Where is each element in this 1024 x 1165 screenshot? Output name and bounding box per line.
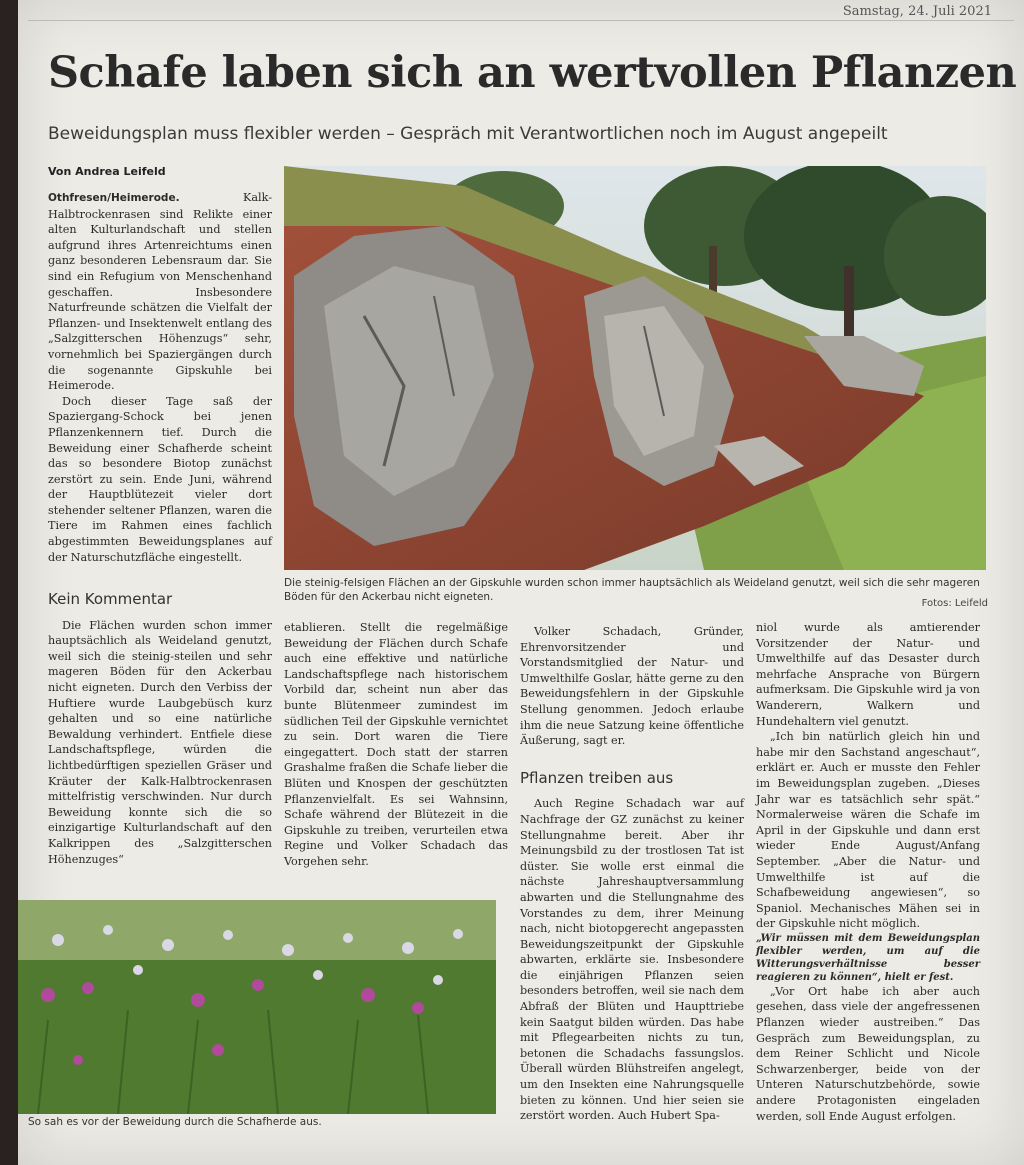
column-4 xyxy=(756,620,980,1124)
small-photo-flower-meadow xyxy=(18,900,496,1114)
main-photo-caption: Die steinig-felsigen Flächen an der Gipskuhle wurden schon immer hauptsächlich als Weideland genutzt, weil sich die sehr mageren Böden für den Ackerbau nicht eigneten. xyxy=(284,577,980,603)
small-photo-caption: So sah es vor der Beweidung durch die Schafherde aus. xyxy=(28,1116,322,1128)
dateline: Samstag, 24. Juli 2021 xyxy=(842,4,992,19)
place-name: Othfresen/Heimerode. xyxy=(48,192,180,204)
column-1-paragraph: Die Flächen wurden schon immer hauptsächlich als Weideland genutzt, weil sich die steinig-steilen und sehr mageren Böden für den Ackerbau nicht eigneten. Durch den Verbiss der Huftiere wurde Laubgebüsch kurz gehalten und so eine natürliche Bewaldung verhindert. Entfiele diese Landschaftspflege, würden die lichtbedürftigen speziellen Gräser und Kräuter der Kalk-Halbtrockenrasen mittelfristig verschwinden. Nur durch Beweidung konnte sich die so einzigartige Kulturlandschaft auf den Kalkrippen des „Salzgitterschen Höhenzuges“ xyxy=(48,618,272,866)
headline: Schafe laben sich an wertvollen Pflanzen xyxy=(48,48,1017,98)
column-4-paragraph-2: „Ich bin natürlich gleich hin und habe mir den Sachstand angeschaut“, erklärt er. Auch er musste den Fehler im Beweidungsplan zugeben. „Dieses Jahr war es tatsächlich sehr spät.“ Normalerweise wären die Schafe im April in der Gipskuhle und dann erst wieder Ende August/Anfang September. „Aber die Natur- und Umwelthilfe ist auf die Schafbeweidung angewiesen“, so Spaniol. Mechanisches Mähen sei in der Gipskuhle nicht möglich. xyxy=(756,730,980,931)
lead-text-1: Kalk-Halbtrockenrasen sind Relikte einer alten Kulturlandschaft und stellen aufgrund ihres Artenreichtums einen ganz besonderen Lebensraum dar. Sie sind ein Refugium von Menschenhand geschaffen. Insbesondere Naturfreunde schätzen die Vielfalt der Pflanzen- und Insektenwelt entlang des „Salzgitterschen Höhenzugs“ sehr, vornehmlich bei Spaziergängen durch die sogenannte Gipskuhle bei Heimerode. xyxy=(48,191,272,393)
lead-paragraph-2: Doch dieser Tage saß der Spaziergang-Schock bei jenen Pflanzenkennern tief. Durch die Beweidung einer Schafherde scheint das so besondere Biotop zunächst zerstört zu sein. Ende Juni, während der Hauptblütezeit vieler dort stehender seltener Pflanzen, waren die Tiere im Rahmen eines fachlich abgestimmten Beweidungsplanes auf der Naturschutzfläche eingestellt. xyxy=(48,394,272,564)
section-heading-kein-kommentar: Kein Kommentar xyxy=(48,590,173,608)
main-photo-rock-slope xyxy=(284,166,986,570)
top-rule xyxy=(28,20,1014,21)
column-3-paragraph-1: Volker Schadach, Gründer, Ehrenvorsitzender und Vorstandsmitglied der Natur- und Umwelthilfe Goslar, hätte gerne zu den Beweidungsfehlern in der Gipskuhle Stellung genommen. Jedoch erlaube ihm die neue Satzung keine öffentliche Äußerung, sagt er. xyxy=(520,625,744,748)
subheadline: Beweidungsplan muss flexibler werden – Gespräch mit Verantwortlichen noch im August angepeilt xyxy=(48,124,888,144)
newspaper-page xyxy=(18,0,1024,1165)
column-4-quote: „Wir müssen mit dem Beweidungsplan flexibler werden, um auf die Witterungsverhältnisse besser reagieren zu können“, hielt er fest. xyxy=(756,932,980,983)
column-4-paragraph-3: „Vor Ort habe ich aber auch gesehen, dass viele der angefressenen Pflanzen wieder austreiben.“ Das Gespräch zum Beweidungsplan, zu dem Reiner Schlicht und Nicole Schwarzenberger, beide von der Unteren Naturschutzbehörde, sowie andere Protagonisten eingeladen werden, soll Ende August erfolgen. xyxy=(756,984,980,1123)
column-2 xyxy=(284,620,508,870)
column-3 xyxy=(520,624,744,1124)
column-3-paragraph-2: Auch Regine Schadach war auf Nachfrage der GZ zunächst zu keiner Stellungnahme bereit. Aber ihr Meinungsbild zu der trostlosen Tat ist düster. Sie wolle erst einmal die nächste Jahreshauptversammlung abwarten und die Stellungnahme des Vorstandes zu dem, ihrer Meinung nach, nicht biotopgerecht angepassten Beweidungszeitpunkt der Gipskuhle abwarten, erklärte sie. Insbesondere die einjährigen Pflanzen seien besonders betroffen, weil sie nach dem Abfraß der Blüten und Haupttriebe kein Saatgut bilden würden. Das habe mit Pflegearbeiten nichts zu tun, betonen die Schadachs fassungslos. Überall würden Blühstreifen angelegt, um den Insekten eine Nahrungsquelle bieten zu können. Und hier seien sie zerstört worden. Auch Hubert Spa- xyxy=(520,797,744,1123)
section-heading-pflanzen-treiben-aus: Pflanzen treiben aus xyxy=(520,768,674,787)
column-1 xyxy=(48,584,272,867)
lead-column xyxy=(48,190,272,565)
column-4-paragraph-1: niol wurde als amtierender Vorsitzender der Natur- und Umwelthilfe auf das Desaster durch mehrfache Ansprache von Bürgern aufmerksam. Die Gipskuhle wird ja von Wanderern, Walkern und Hundehaltern viel genutzt. xyxy=(756,621,980,728)
photo-credit: Fotos: Leifeld xyxy=(921,598,988,609)
column-2-paragraph: etablieren. Stellt die regelmäßige Beweidung der Flächen durch Schafe auch eine effektive und natürliche Landschaftspflege nach historischem Vorbild dar, scheint nun aber das bunte Blütenmeer zumindest im südlichen Teil der Gipskuhle vernichtet zu sein. Dort waren die Tiere eingegattert. Doch statt der starren Grashalme fraßen die Schafe lieber die Blüten und Knospen der geschützten Pflanzenvielfalt. Es sei Wahnsinn, Schafe während der Blütezeit in die Gipskuhle zu treiben, verurteilen etwa Regine und Volker Schadach das Vorgehen sehr. xyxy=(284,621,508,868)
lead-paragraph-1 xyxy=(48,190,272,394)
byline: Von Andrea Leifeld xyxy=(48,165,166,178)
